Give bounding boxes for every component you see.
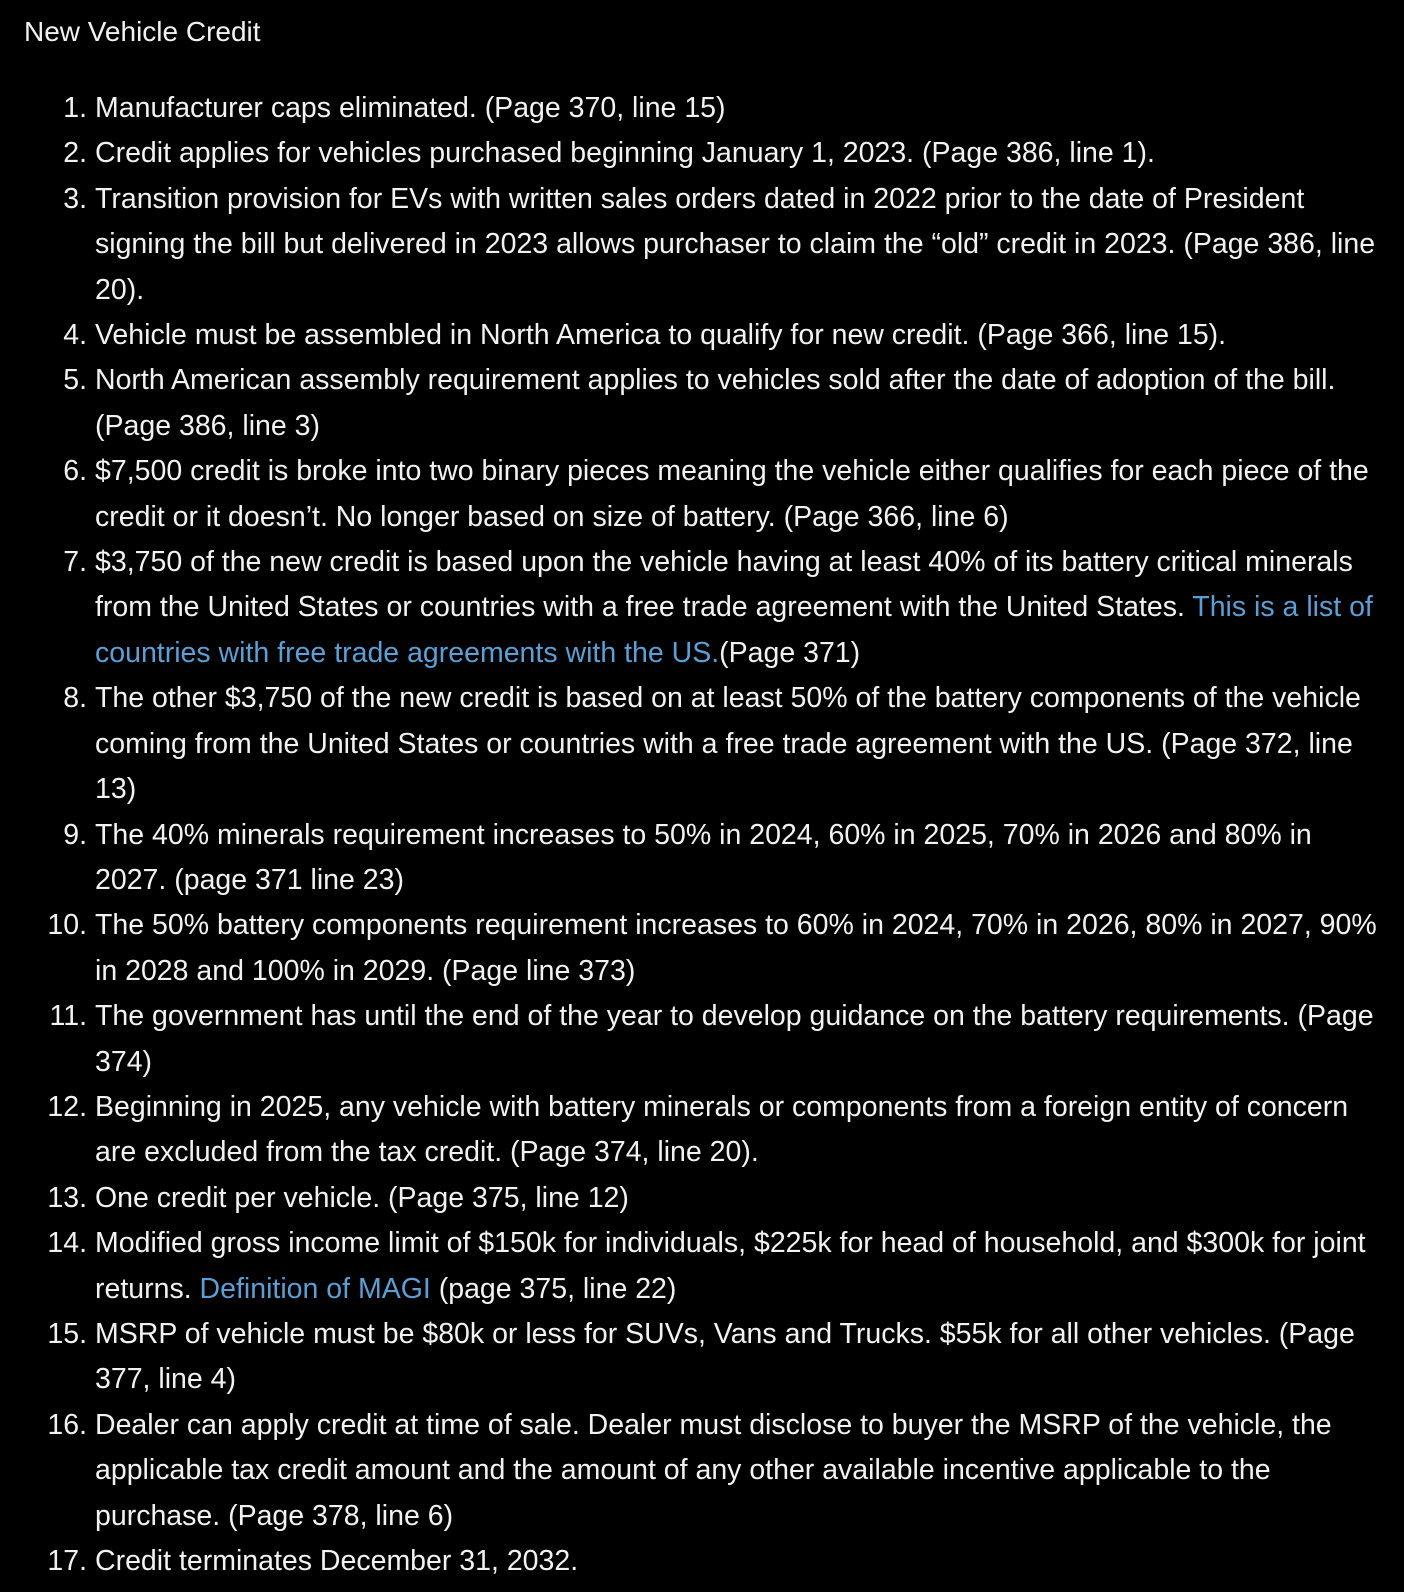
list-item [0,1403,1380,1539]
list-item [0,676,1380,812]
list-item [0,86,1380,131]
list-item [0,994,1380,1085]
list-item-number: 8. [63,682,87,715]
list-item [0,1085,1380,1176]
list-item-number: 16. [47,1408,87,1441]
list-item [0,177,1380,313]
list-item-text: MSRP of vehicle must be $80k or less for SUVs, Vans and Trucks. $55k for all other vehicles. (Page 377, line 4) [95,1317,1355,1396]
list-item-text: Credit applies for vehicles purchased beginning January 1, 2023. (Page 386, line 1). [95,137,1155,170]
list-item-text: $7,500 credit is broke into two binary pieces meaning the vehicle either qualifies for each piece of the credit or it doesn’t. No longer based on size of battery. (Page 366, line 6) [95,455,1369,533]
list-item-text: Dealer can apply credit at time of sale. Dealer must disclose to buyer the MSRP of the vehicle, the applicable tax credit amount and the amount of any other available incentive applicable to the purchase. (Page 378, line 6) [95,1408,1332,1532]
list-item-number: 10. [47,909,87,942]
list-item-number: 12. [47,1090,87,1123]
list-item-number: 6. [63,455,87,488]
list-item-text: Vehicle must be assembled in North America to qualify for new credit. (Page 366, line 15). [95,319,1227,352]
list-item-number: 14. [47,1227,87,1260]
list-item-citation: (page 375, line 22) [430,1272,677,1305]
list-item-number: 11. [49,1000,87,1033]
list-item-number: 15. [47,1317,87,1350]
list-item [0,358,1380,449]
reference-link[interactable]: Definition of MAGI [199,1272,431,1305]
list-item-text: The 40% minerals requirement increases to 50% in 2024, 60% in 2025, 70% in 2026 and 80% in 2027. (page 371 line 23) [95,818,1312,896]
list-item-number: 13. [47,1181,87,1214]
list-item-number: 2. [63,137,87,170]
list-item-text: One credit per vehicle. (Page 375, line 12) [95,1181,629,1214]
list-item [0,813,1380,904]
list-item-text: Beginning in 2025, any vehicle with battery minerals or components from a foreign entity of concern are excluded from the tax credit. (Page 374, line 20). [95,1090,1349,1169]
list-item-number: 1. [63,92,87,124]
list-item-number: 4. [63,319,87,352]
page-title: New Vehicle Credit [24,16,261,47]
list-item-text: The government has until the end of the year to develop guidance on the battery requirements. (Page 374) [95,1000,1374,1078]
list-item [0,1312,1380,1403]
list-item-text: Modified gross income limit of $150k for individuals, $225k for head of household, and $300k for joint returns. [95,1227,1366,1305]
list-item-text: The 50% battery components requirement increases to 60% in 2024, 70% in 2026, 80% in 2027, 90% in 2028 and 100% in 2029. (Page line 373) [95,909,1377,987]
list-item-text: North American assembly requirement applies to vehicles sold after the date of adoption of the bill. (Page 386, line 3) [95,364,1336,442]
list-item-text: Transition provision for EVs with written sales orders dated in 2022 prior to the date of President signing the bill but delivered in 2023 allows purchaser to claim the “old” credit in 2023. (Page 386, line 20). [95,182,1376,306]
list-item-citation: (Page 371) [719,636,861,669]
reference-link[interactable]: This is a list of countries with free trade agreements with the US. [95,591,1373,669]
list-item [0,540,1380,676]
list-item-text: Manufacturer caps eliminated. (Page 370, line 15) [95,92,726,124]
list-item-number: 7. [63,546,87,579]
list-item [0,313,1380,358]
list-item [0,449,1380,540]
list-item-number: 17. [47,1545,87,1577]
credit-provisions-list [0,86,1380,1584]
list-item [0,1221,1380,1312]
list-item-number: 9. [63,818,87,851]
list-item-text: The other $3,750 of the new credit is based on at least 50% of the battery components of the vehicle coming from the United States or countries with a free trade agreement with the US. (Page 372, line 13) [95,682,1361,806]
list-item-number: 3. [63,182,87,215]
list-item-number: 5. [63,364,87,397]
list-item [0,1539,1380,1584]
list-item-text: $3,750 of the new credit is based upon the vehicle having at least 40% of its battery critical minerals from the United States or countries with a free trade agreement with the United States. [95,546,1353,624]
list-item [0,903,1380,994]
list-item [0,1176,1380,1221]
list-item-text: Credit terminates December 31, 2032. [95,1545,579,1577]
list-item [0,131,1380,176]
